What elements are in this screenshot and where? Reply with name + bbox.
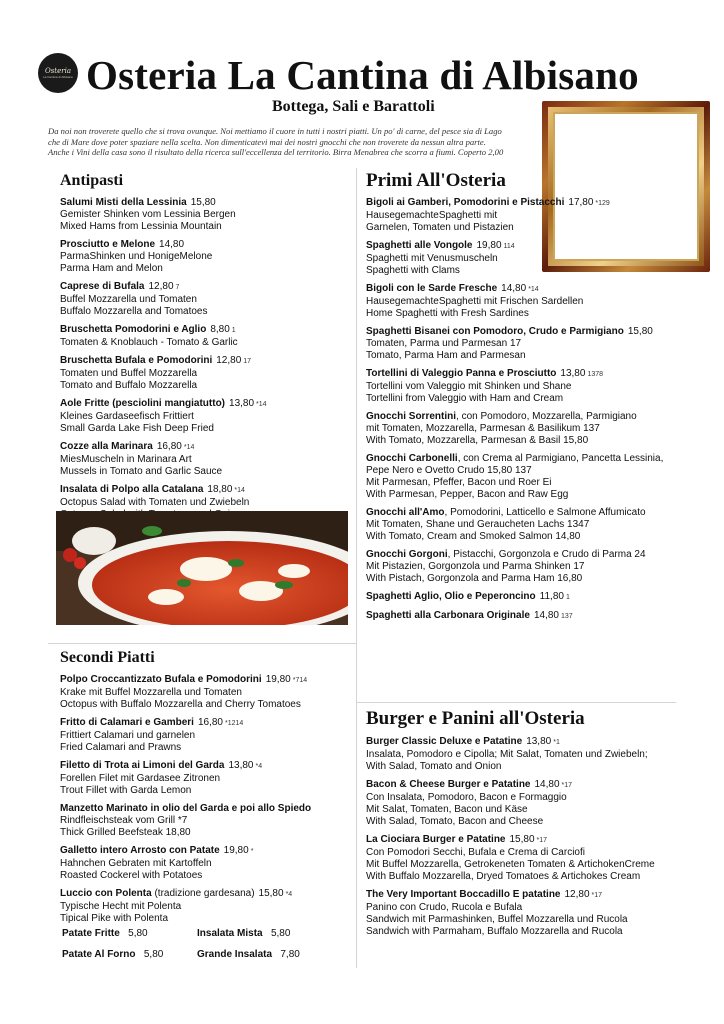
side-price: 5,80 xyxy=(128,928,148,939)
dish-translation: Frittiert Calamari und garnelen xyxy=(60,730,196,741)
dish-price: 13,80 xyxy=(228,760,254,771)
dish-price: 15,80 xyxy=(258,888,284,899)
side-item xyxy=(62,949,197,961)
side-name: Grande Insalata xyxy=(197,949,273,960)
menu-item xyxy=(60,674,356,711)
dish-translation: Spaghetti with Clams xyxy=(366,265,460,276)
intro-text xyxy=(48,126,532,158)
dish-name: Aole Fritte (pesciolini mangiatutto) xyxy=(60,398,226,409)
menu-item xyxy=(60,239,352,275)
menu-item xyxy=(366,240,682,277)
menu-item xyxy=(366,779,682,828)
menu-item xyxy=(366,197,682,234)
menu-item xyxy=(366,610,682,623)
dish-price: 12,80 xyxy=(564,889,590,900)
burger-section xyxy=(366,708,682,944)
allergen-codes: 114 xyxy=(503,243,515,250)
dish-name: Manzetto Marinato in olio del Garda e poi allo Spiedo xyxy=(60,803,312,814)
dish-translation: With Tomato, Mozzarella, Parmesan & Basil 15,80 xyxy=(366,435,589,446)
menu-item xyxy=(366,549,682,585)
dish-price: 19,80 xyxy=(265,674,291,685)
dish-translation: Gemister Shinken vom Lessinia Bergen xyxy=(60,209,236,220)
dish-translation: Forellen Filet mit Gardasee Zitronen xyxy=(60,773,221,784)
menu-item xyxy=(60,281,352,318)
primi-title: Primi All'Osteria xyxy=(366,170,506,191)
allergen-codes: *17 xyxy=(561,782,573,789)
dish-translation: Octopus with Buffalo Mozzarella and Cherry Tomatoes xyxy=(60,699,301,710)
allergen-codes: 137 xyxy=(560,613,573,620)
primi-items-wrap xyxy=(366,197,682,629)
dish-price: 12,80 xyxy=(148,281,174,292)
dish-price: 13,80 xyxy=(560,368,586,379)
dish-translation: Mit Pistazien, Gorgonzola und Parma Shinken 17 xyxy=(366,561,585,572)
side-price: 5,80 xyxy=(270,928,291,939)
dish-translation: Tortellini from Valeggio with Ham and Cream xyxy=(366,393,564,404)
allergen-codes: 1378 xyxy=(587,371,604,378)
intro-line: Anche i Vini della casa sono il risultato della ricerca sull'eccellenza del territorio. Birra Menabrea che scorra a fiumi. Coperto 2,00 xyxy=(48,147,504,158)
dish-price: 12,80 xyxy=(216,355,242,366)
menu-item xyxy=(366,591,682,604)
side-item xyxy=(197,928,332,940)
dish-name: Bruschetta Bufala e Pomodorini xyxy=(60,355,213,366)
dish-translation: Spaghetti mit Venusmuscheln xyxy=(366,253,498,264)
menu-item xyxy=(60,324,352,349)
side-dishes xyxy=(62,928,332,970)
dish-translation: Con Insalata, Pomodoro, Bacon e Formaggio xyxy=(366,792,567,803)
page-subtitle: Bottega, Sali e Barattoli xyxy=(272,98,435,115)
allergen-codes: 1 xyxy=(231,327,236,334)
page-title: Osteria La Cantina di Albisano xyxy=(86,52,639,98)
dish-translation: ParmaShinken und HonigeMelone xyxy=(60,251,213,262)
dish-translation: Sandwich with Parmaham, Buffalo Mozzarella and Rucola xyxy=(366,926,623,937)
logo-text: Osteria xyxy=(44,67,72,75)
antipasti-list xyxy=(60,197,352,521)
dish-translation: Fried Calamari and Prawns xyxy=(60,742,182,753)
dish-translation: Tomato, Parma Ham and Parmesan xyxy=(366,350,526,361)
dish-translation: Panino con Crudo, Rucola e Bufala xyxy=(366,902,523,913)
intro-line: che di Mare dove poter spaziare nella scelta. Non dimenticatevi mai dei nostri gnocchi che non troverete da nessun altra parte. xyxy=(48,136,486,147)
menu-item xyxy=(366,411,682,447)
dish-translation: Rindfleischsteak vom Grill *7 xyxy=(60,815,188,826)
menu-item xyxy=(366,283,682,320)
dish-translation: With Salad, Tomato, Bacon and Cheese xyxy=(366,816,544,827)
dish-name: Fritto di Calamari e Gamberi xyxy=(60,717,194,728)
side-name: Patate Al Forno xyxy=(62,949,136,960)
dish-price: 8,80 xyxy=(210,324,230,335)
dish-name: Bacon & Cheese Burger e Patatine xyxy=(366,779,531,790)
dish-price: 11,80 xyxy=(539,591,564,602)
dish-price: 16,80 xyxy=(156,441,182,452)
dish-price: 14,80 xyxy=(501,283,527,294)
allergen-codes: 1 xyxy=(565,594,570,601)
menu-item xyxy=(366,889,682,938)
primi-section xyxy=(366,170,538,198)
side-item xyxy=(197,949,332,961)
menu-item xyxy=(366,368,682,405)
dish-name: Polpo Croccantizzato Bufala e Pomodorini xyxy=(60,674,262,685)
dish-name: Filetto di Trota ai Limoni del Garda xyxy=(60,760,225,771)
gnocchi-dish-photo xyxy=(56,511,348,625)
dish-translation: Home Spaghetti with Fresh Sardines xyxy=(366,308,529,319)
dish-name: Cozze alla Marinara xyxy=(60,441,153,452)
dish-name: Salumi Misti della Lessinia xyxy=(60,197,187,208)
menu-item xyxy=(366,326,682,362)
dish-translation: Small Garda Lake Fish Deep Fried xyxy=(60,423,214,434)
dish-name: Spaghetti alle Vongole xyxy=(366,240,473,251)
dish-name: Luccio con Polenta xyxy=(60,888,152,899)
dish-price: 19,80 xyxy=(476,240,502,251)
dish-translation: Krake mit Buffel Mozzarella und Tomaten xyxy=(60,687,242,698)
dish-price: 14,80 xyxy=(534,779,560,790)
dish-translation: Thick Grilled Beefsteak 18,80 xyxy=(60,827,191,838)
dish-translation: Trout Fillet with Garda Lemon xyxy=(60,785,192,796)
dish-price: 13,80 xyxy=(526,736,552,747)
dish-translation: mit Tomaten, Mozzarella, Parmesan & Basilikum 137 xyxy=(366,423,600,434)
restaurant-logo xyxy=(38,53,78,93)
secondi-list xyxy=(60,674,356,925)
allergen-codes: *14 xyxy=(234,487,245,494)
dish-translation: With Pistach, Gorgonzola and Parma Ham 16,80 xyxy=(366,573,583,584)
dish-name: Gnocchi Gorgoni xyxy=(366,549,448,560)
dish-name: Gnocchi Carbonelli xyxy=(366,453,458,464)
dish-translation: With Salad, Tomato and Onion xyxy=(366,761,502,772)
side-price: 5,80 xyxy=(143,949,164,960)
dish-name: Insalata di Polpo alla Catalana xyxy=(60,484,204,495)
burger-title: Burger e Panini all'Osteria xyxy=(366,708,585,729)
dish-translation: Buffalo Mozzarella and Tomatoes xyxy=(60,306,208,317)
dish-translation: Parma Ham and Melon xyxy=(60,263,163,274)
dish-name: Prosciutto e Melone xyxy=(60,239,156,250)
menu-item xyxy=(60,441,352,478)
dish-translation: Tortellini vom Valeggio mit Shinken und Shane xyxy=(366,381,572,392)
dish-translation: With Tomato, Cream and Smoked Salmon 14,80 xyxy=(366,531,581,542)
dish-name: Gnocchi Sorrentini xyxy=(366,411,457,422)
dish-extra: (tradizione gardesana) xyxy=(151,888,255,899)
menu-item xyxy=(366,834,682,883)
dish-translation: Tomaten, Parma und Parmesan 17 xyxy=(366,338,522,349)
dish-price: 15,80 xyxy=(509,834,535,845)
allergen-codes: *4 xyxy=(285,891,293,898)
dish-price: 19,80 xyxy=(223,845,249,856)
menu-item xyxy=(60,803,356,839)
dish-translation: With Buffalo Mozzarella, Dryed Tomatoes & Artichokes Cream xyxy=(366,871,641,882)
intro-line: Da noi non troverete quello che si trova ovunque. Noi mettiamo il cuore in tutti i nostri piatti. Un po' di carne, del pesce sia di Lago xyxy=(48,126,502,136)
allergen-codes: *14 xyxy=(256,401,267,408)
section-divider-left xyxy=(48,643,356,644)
dish-price: 17,80 xyxy=(568,197,594,208)
dish-translation: HausegemachteSpaghetti mit xyxy=(366,210,498,221)
dish-translation: Tomaten und Buffel Mozzarella xyxy=(60,368,198,379)
dish-translation: Mit Buffel Mozzarella, Getrokeneten Tomaten & ArtichokenCreme xyxy=(366,859,655,870)
dish-price: 15,80 xyxy=(190,197,216,208)
dish-translation: Tipical Pike with Polenta xyxy=(60,913,169,924)
side-row xyxy=(62,928,332,940)
allergen-codes: *17 xyxy=(591,892,603,899)
dish-translation: Roasted Cockerel with Potatoes xyxy=(60,870,203,881)
side-name: Insalata Mista xyxy=(197,928,263,939)
dish-translation: Mussels in Tomato and Garlic Sauce xyxy=(60,466,223,477)
dish-name: Caprese di Bufala xyxy=(60,281,145,292)
allergen-codes: 7 xyxy=(175,284,180,291)
menu-item xyxy=(366,736,682,773)
dish-name: Spaghetti Bisanei con Pomodoro, Crudo e Parmigiano xyxy=(366,326,624,337)
allergen-codes: *129 xyxy=(595,200,610,207)
side-item xyxy=(62,928,197,940)
allergen-codes: * xyxy=(250,848,254,855)
menu-item xyxy=(60,197,352,233)
menu-item xyxy=(366,453,682,501)
dish-translation: With Parmesan, Pepper, Bacon and Raw Egg xyxy=(366,489,569,500)
dish-name: Burger Classic Deluxe e Patatine xyxy=(366,736,523,747)
side-name: Patate Fritte xyxy=(62,928,120,939)
menu-item xyxy=(60,717,356,754)
dish-translation: Buffel Mozzarella und Tomaten xyxy=(60,294,197,305)
primi-list xyxy=(366,197,682,623)
menu-item xyxy=(60,398,352,435)
dish-name: Bigoli ai Gamberi, Pomodorini e Pistacchi xyxy=(366,197,565,208)
dish-name: Bruschetta Pomodorini e Aglio xyxy=(60,324,207,335)
dish-translation: Kleines Gardaseefisch Frittiert xyxy=(60,411,194,422)
dish-price: 13,80 xyxy=(229,398,255,409)
dish-translation: Pepe Nero e Ovetto Crudo 15,80 137 xyxy=(366,465,532,476)
allergen-codes: *14 xyxy=(528,286,539,293)
side-row xyxy=(62,949,332,961)
menu-item xyxy=(366,507,682,543)
dish-translation: Insalata, Pomodoro e Cipolla; Mit Salat, Tomaten und Zwiebeln; xyxy=(366,749,648,760)
allergen-codes: *1214 xyxy=(224,720,244,727)
dish-name: Spaghetti alla Carbonara Originale xyxy=(366,610,530,621)
menu-item xyxy=(60,760,356,797)
dish-translation: Octopus Salad with Tomaten und Zwiebeln xyxy=(60,497,250,508)
dish-extra: , con Crema al Parmigiano, Pancetta Lessinia, xyxy=(457,453,664,464)
dish-illustration xyxy=(56,511,348,625)
antipasti-title: Antipasti xyxy=(60,172,124,189)
section-divider-right xyxy=(356,702,676,703)
menu-item xyxy=(60,888,356,925)
dish-translation: MiesMuscheln in Marinara Art xyxy=(60,454,192,465)
dish-translation: Mixed Hams from Lessinia Mountain xyxy=(60,221,222,232)
dish-price: 15,80 xyxy=(627,326,653,337)
dish-translation: Typische Hecht mit Polenta xyxy=(60,901,182,912)
dish-name: The Very Important Boccadillo E patatine xyxy=(366,889,561,900)
allergen-codes: 17 xyxy=(243,358,252,365)
dish-translation: Mit Tomaten, Shane und Geraucheten Lachs 1347 xyxy=(366,519,590,530)
dish-price: 18,80 xyxy=(207,484,233,495)
allergen-codes: *14 xyxy=(183,444,195,451)
dish-name: La Ciociara Burger e Patatine xyxy=(366,834,506,845)
dish-extra: , Pomodorini, Latticello e Salmone Affumicato xyxy=(444,507,646,518)
dish-translation: Tomaten & Knoblauch - Tomato & Garlic xyxy=(60,337,238,348)
dish-translation: Tomato and Buffalo Mozzarella xyxy=(60,380,198,391)
secondi-title: Secondi Piatti xyxy=(60,649,155,666)
allergen-codes: *17 xyxy=(536,837,548,844)
burger-list xyxy=(366,736,682,938)
dish-name: Galletto intero Arrosto con Patate xyxy=(60,845,220,856)
dish-translation: Garnelen, Tomaten und Pistazien xyxy=(366,222,514,233)
dish-translation: Con Pomodori Secchi, Bufala e Crema di Carciofi xyxy=(366,847,585,858)
dish-name: Tortellini di Valeggio Panna e Prosciutto xyxy=(366,368,557,379)
dish-translation: Hahnchen Gebraten mit Kartoffeln xyxy=(60,858,212,869)
antipasti-section xyxy=(60,171,352,527)
logo-subtext: La Cantina di Albisano xyxy=(43,75,73,79)
dish-translation: HausegemachteSpaghetti mit Frischen Sardellen xyxy=(366,296,584,307)
dish-price: 16,80 xyxy=(197,717,223,728)
dish-translation: Mit Salat, Tomaten, Bacon und Käse xyxy=(366,804,528,815)
dish-translation: Sandwich mit Parmashinken, Buffel Mozzarella und Rucola xyxy=(366,914,628,925)
allergen-codes: *1 xyxy=(553,739,560,746)
dish-translation: Mit Parmesan, Pfeffer, Bacon und Roer Ei xyxy=(366,477,552,488)
dish-extra: , con Pomodoro, Mozzarella, Parmigiano xyxy=(456,411,637,422)
side-price: 7,80 xyxy=(280,949,300,960)
dish-extra: , Pistacchi, Gorgonzola e Crudo di Parma 24 xyxy=(447,549,646,560)
dish-price: 14,80 xyxy=(533,610,559,621)
column-divider xyxy=(356,168,357,968)
menu-item xyxy=(60,845,356,882)
allergen-codes: *714 xyxy=(292,677,308,684)
dish-price: 14,80 xyxy=(159,239,185,250)
secondi-section xyxy=(60,648,356,931)
dish-name: Spaghetti Aglio, Olio e Peperoncino xyxy=(366,591,536,602)
dish-name: Bigoli con le Sarde Fresche xyxy=(366,283,498,294)
allergen-codes: *4 xyxy=(255,763,263,770)
dish-name: Gnocchi all'Amo xyxy=(366,507,445,518)
menu-item xyxy=(60,355,352,392)
